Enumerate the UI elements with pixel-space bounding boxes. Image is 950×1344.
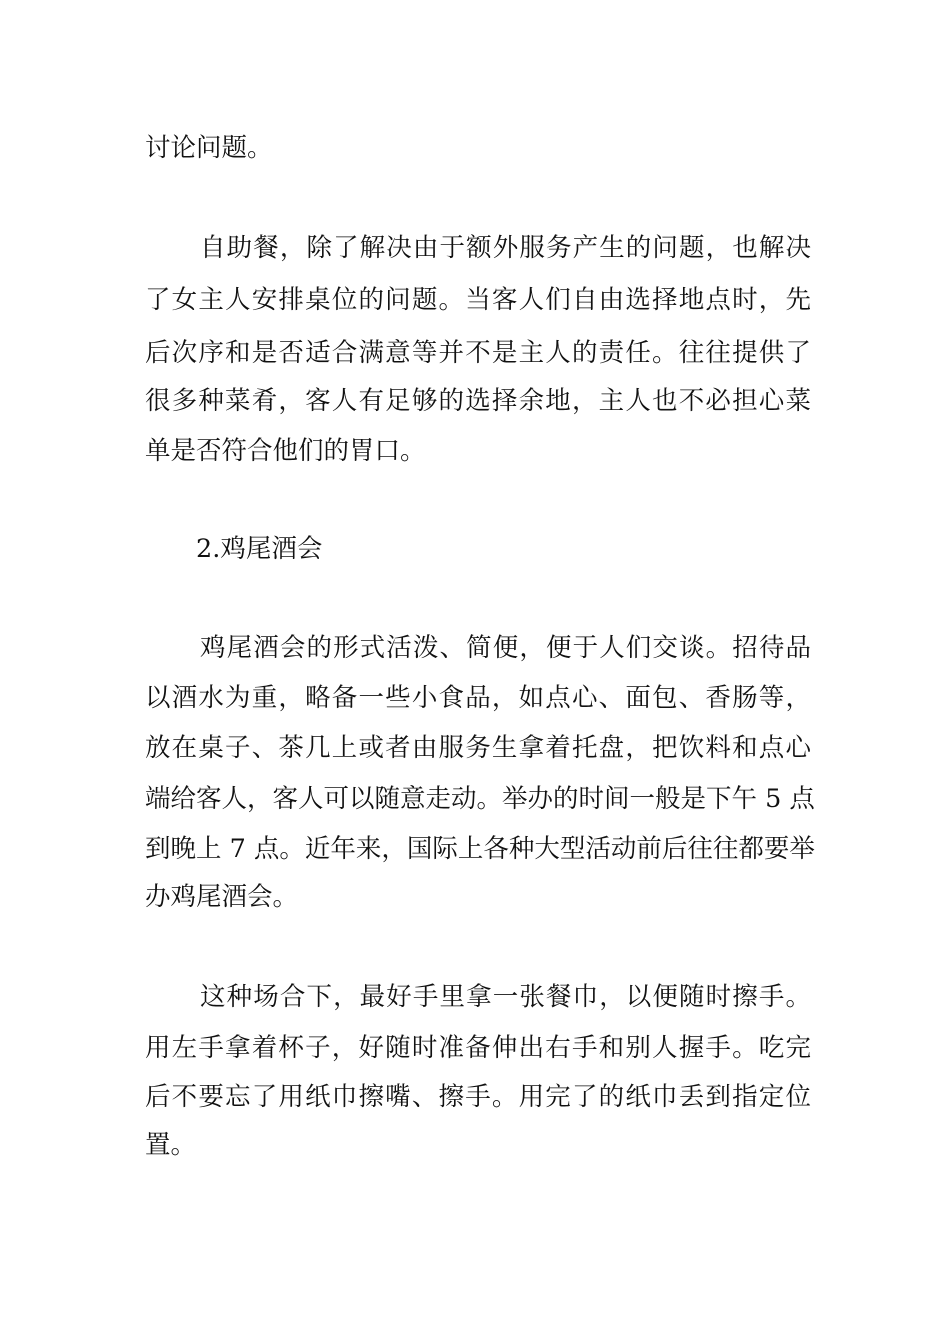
section-heading: 2.鸡尾酒会	[196, 534, 323, 564]
text-line: 后不要忘了用纸巾擦嘴、擦手。用完了的纸巾丢到指定位	[145, 1082, 811, 1112]
text-line: 置。	[145, 1130, 197, 1160]
text-line: 很多种菜肴，客人有足够的选择余地，主人也不必担心菜	[145, 386, 811, 416]
text-line: 单是否符合他们的胃口。	[145, 436, 426, 466]
text-line: 鸡尾酒会的形式活泼、简便，便于人们交谈。招待品	[200, 633, 811, 663]
text-line: 到晚上 7 点。近年来，国际上各种大型活动前后往往都要举	[145, 834, 815, 864]
text-line: 了女主人安排桌位的问题。当客人们自由选择地点时，先	[145, 285, 811, 315]
text-line: 放在桌子、茶几上或者由服务生拿着托盘，把饮料和点心	[145, 733, 811, 763]
text-line: 以酒水为重，略备一些小食品，如点心、面包、香肠等，	[145, 683, 811, 713]
text-line: 办鸡尾酒会。	[145, 882, 299, 912]
text-line: 自助餐，除了解决由于额外服务产生的问题，也解决	[200, 233, 811, 263]
text-line: 后次序和是否适合满意等并不是主人的责任。往往提供了	[145, 338, 811, 368]
text-line: 讨论问题。	[145, 133, 273, 163]
text-line: 这种场合下，最好手里拿一张餐巾，以便随时擦手。	[200, 982, 811, 1012]
text-line: 用左手拿着杯子，好随时准备伸出右手和别人握手。吃完	[145, 1033, 811, 1063]
text-line: 端给客人，客人可以随意走动。举办的时间一般是下午 5 点	[145, 784, 815, 814]
